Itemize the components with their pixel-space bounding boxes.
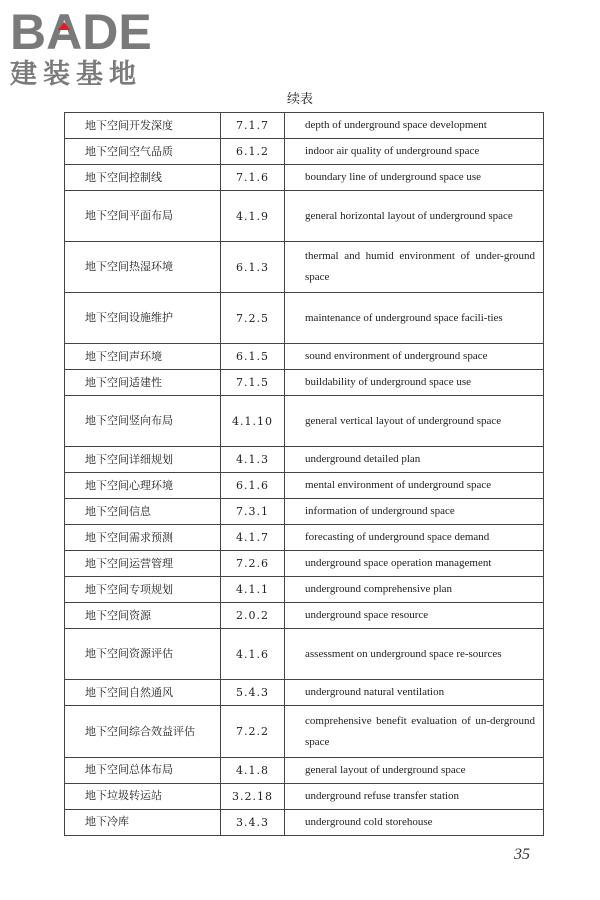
clause-number-cell: 6.1.3 xyxy=(221,242,285,293)
clause-number-cell: 4.1.10 xyxy=(221,396,285,447)
table-row xyxy=(65,757,544,783)
clause-number-cell: 7.1.7 xyxy=(221,113,285,139)
term-chinese-cell: 地下空间需求预测 xyxy=(65,525,221,551)
table-row xyxy=(65,447,544,473)
term-chinese-cell: 地下空间自然通风 xyxy=(65,680,221,706)
term-chinese-cell: 地下空间平面布局 xyxy=(65,191,221,242)
term-chinese-cell: 地下空间心理环境 xyxy=(65,473,221,499)
clause-number-cell: 6.1.2 xyxy=(221,139,285,165)
table-row xyxy=(65,499,544,525)
terms-table-body xyxy=(65,113,544,836)
table-row xyxy=(65,165,544,191)
clause-number-cell: 3.2.18 xyxy=(221,783,285,809)
table-caption: 续表 xyxy=(286,92,313,107)
term-chinese-cell: 地下空间综合效益评估 xyxy=(65,706,221,757)
term-english-cell: buildability of underground space use xyxy=(285,370,544,396)
logo-wordmark xyxy=(10,6,180,58)
logo-letter-a-text: A xyxy=(46,4,83,60)
logo-red-triangle-icon xyxy=(58,22,70,30)
term-chinese-cell: 地下空间资源评估 xyxy=(65,629,221,680)
term-english-cell: thermal and humid environment of under-ground space xyxy=(285,242,544,293)
table-row xyxy=(65,139,544,165)
term-english-cell: assessment on underground space re-sources xyxy=(285,629,544,680)
term-english-cell: forecasting of underground space demand xyxy=(285,525,544,551)
term-english-cell: general horizontal layout of underground space xyxy=(285,191,544,242)
term-chinese-cell: 地下空间热湿环境 xyxy=(65,242,221,293)
table-row xyxy=(65,783,544,809)
clause-number-cell: 7.2.2 xyxy=(221,706,285,757)
table-row xyxy=(65,577,544,603)
term-chinese-cell: 地下空间总体布局 xyxy=(65,757,221,783)
term-chinese-cell: 地下空间运营管理 xyxy=(65,551,221,577)
table-row xyxy=(65,242,544,293)
table-row xyxy=(65,396,544,447)
clause-number-cell: 3.4.3 xyxy=(221,809,285,835)
term-english-cell: underground detailed plan xyxy=(285,447,544,473)
logo-letter-a xyxy=(46,6,82,58)
term-chinese-cell: 地下空间空气品质 xyxy=(65,139,221,165)
clause-number-cell: 2.0.2 xyxy=(221,603,285,629)
term-chinese-cell: 地下空间开发深度 xyxy=(65,113,221,139)
term-english-cell: general vertical layout of underground space xyxy=(285,396,544,447)
term-english-cell: indoor air quality of underground space xyxy=(285,139,544,165)
term-english-cell: information of underground space xyxy=(285,499,544,525)
term-chinese-cell: 地下空间资源 xyxy=(65,603,221,629)
term-chinese-cell: 地下垃圾转运站 xyxy=(65,783,221,809)
table-row xyxy=(65,603,544,629)
term-chinese-cell: 地下空间信息 xyxy=(65,499,221,525)
term-chinese-cell: 地下空间专项规划 xyxy=(65,577,221,603)
term-chinese-cell: 地下空间控制线 xyxy=(65,165,221,191)
clause-number-cell: 5.4.3 xyxy=(221,680,285,706)
table-row xyxy=(65,551,544,577)
clause-number-cell: 7.2.5 xyxy=(221,293,285,344)
term-chinese-cell: 地下空间详细规划 xyxy=(65,447,221,473)
term-english-cell: boundary line of underground space use xyxy=(285,165,544,191)
clause-number-cell: 7.1.6 xyxy=(221,165,285,191)
table-row xyxy=(65,113,544,139)
term-chinese-cell: 地下空间适建性 xyxy=(65,370,221,396)
term-english-cell: comprehensive benefit evaluation of un-derground space xyxy=(285,706,544,757)
logo-letters-de: DE xyxy=(82,4,152,60)
term-english-cell: underground comprehensive plan xyxy=(285,577,544,603)
term-english-cell: underground space operation management xyxy=(285,551,544,577)
clause-number-cell: 4.1.8 xyxy=(221,757,285,783)
term-chinese-cell: 地下空间声环境 xyxy=(65,344,221,370)
clause-number-cell: 6.1.6 xyxy=(221,473,285,499)
term-chinese-cell: 地下空间设施维护 xyxy=(65,293,221,344)
clause-number-cell: 4.1.6 xyxy=(221,629,285,680)
logo-letter-b: B xyxy=(10,4,47,60)
table-row xyxy=(65,293,544,344)
table-row xyxy=(65,473,544,499)
clause-number-cell: 6.1.5 xyxy=(221,344,285,370)
brand-logo xyxy=(10,6,180,90)
clause-number-cell: 4.1.3 xyxy=(221,447,285,473)
table-row xyxy=(65,525,544,551)
clause-number-cell: 7.3.1 xyxy=(221,499,285,525)
table-row xyxy=(65,344,544,370)
logo-subtitle: 建装基地 xyxy=(10,59,142,90)
table-row xyxy=(65,809,544,835)
term-english-cell: underground cold storehouse xyxy=(285,809,544,835)
term-english-cell: depth of underground space development xyxy=(285,113,544,139)
term-english-cell: maintenance of underground space facili-ties xyxy=(285,293,544,344)
term-english-cell: mental environment of underground space xyxy=(285,473,544,499)
term-english-cell: underground natural ventilation xyxy=(285,680,544,706)
term-english-cell: underground refuse transfer station xyxy=(285,783,544,809)
table-row xyxy=(65,370,544,396)
clause-number-cell: 4.1.7 xyxy=(221,525,285,551)
clause-number-cell: 4.1.1 xyxy=(221,577,285,603)
term-english-cell: sound environment of underground space xyxy=(285,344,544,370)
term-english-cell: underground space resource xyxy=(285,603,544,629)
table-row xyxy=(65,680,544,706)
clause-number-cell: 7.2.6 xyxy=(221,551,285,577)
table-row xyxy=(65,629,544,680)
terms-table xyxy=(64,112,544,836)
clause-number-cell: 4.1.9 xyxy=(221,191,285,242)
clause-number-cell: 7.1.5 xyxy=(221,370,285,396)
term-chinese-cell: 地下空间竖向布局 xyxy=(65,396,221,447)
table-row xyxy=(65,191,544,242)
page-number: 35 xyxy=(514,846,530,863)
term-chinese-cell: 地下冷库 xyxy=(65,809,221,835)
term-english-cell: general layout of underground space xyxy=(285,757,544,783)
table-row xyxy=(65,706,544,757)
